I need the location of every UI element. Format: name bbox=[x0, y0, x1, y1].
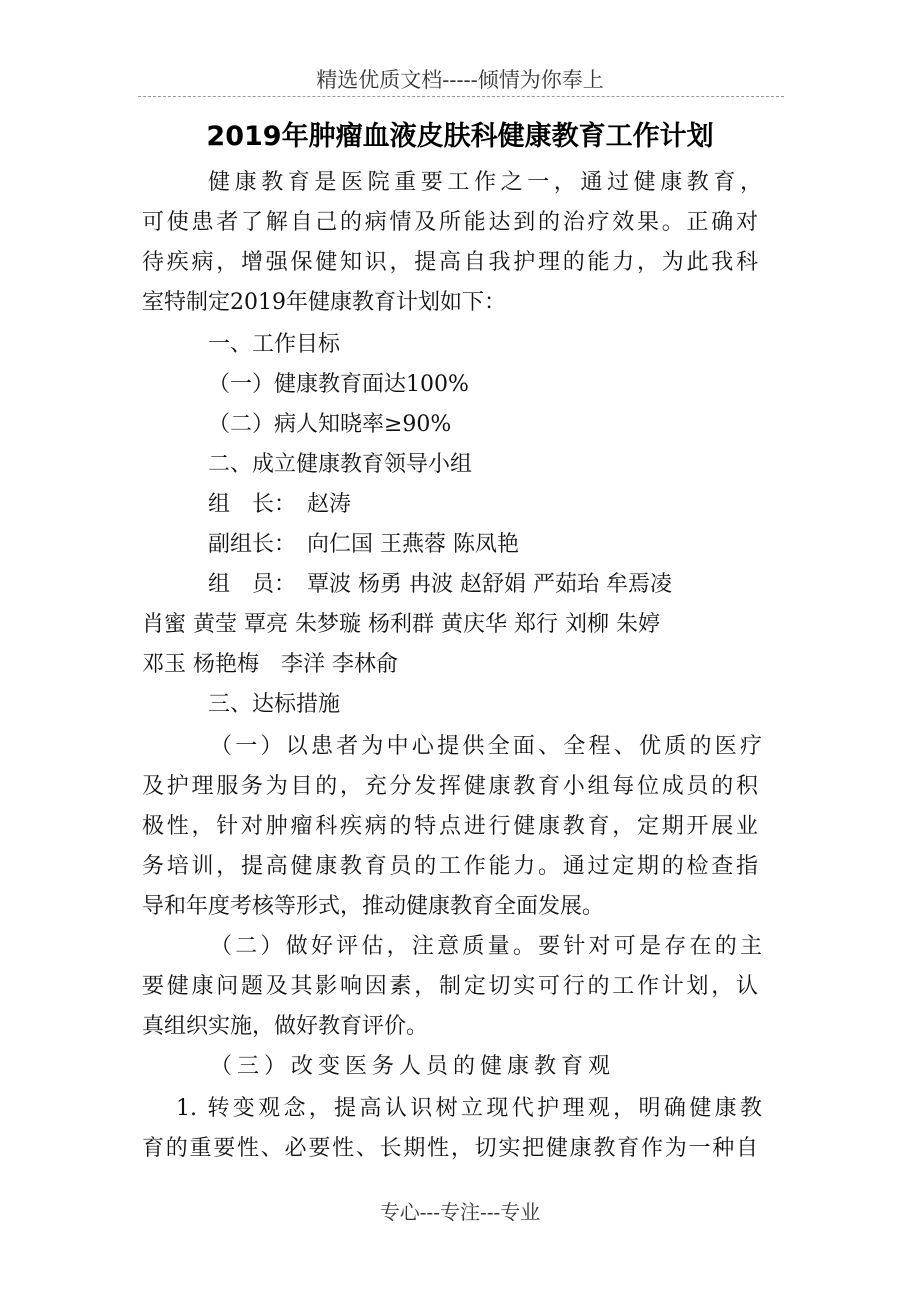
measure-paragraph: （二）做好评估，注意质量。要针对可是存在的主 bbox=[210, 934, 762, 959]
measure-paragraph: （一）以患者为中心提供全面、全程、优质的医疗 bbox=[210, 734, 762, 759]
measure-paragraph: 导和年度考核等形式，推动健康教育全面发展。 bbox=[142, 894, 605, 919]
group-leader: 组 长： 赵涛 bbox=[208, 492, 352, 517]
measure-paragraph: 真组织实施，做好教育评价。 bbox=[142, 1014, 429, 1039]
measure-paragraph: 要健康问题及其影响因素，制定切实可行的工作计划，认 bbox=[142, 974, 758, 999]
page-header: 精选优质文档-----倾情为你奉上 bbox=[316, 68, 604, 92]
goal-item: （一）健康教育面达100% bbox=[208, 372, 469, 397]
intro-line: 室特制定2019年健康教育计划如下： bbox=[142, 290, 506, 315]
group-deputy: 副组长： 向仁国 王燕蓉 陈凤艳 bbox=[208, 532, 519, 557]
group-members: 组 员： 覃波 杨勇 冉波 赵舒娟 严茹珆 牟焉凌 bbox=[208, 572, 672, 597]
page-footer: 专心---专注---专业 bbox=[379, 1200, 541, 1224]
measure-paragraph: 务培训，提高健康教育员的工作能力。通过定期的检查指 bbox=[142, 854, 758, 879]
section-heading: 一、工作目标 bbox=[208, 332, 341, 357]
intro-line: 可使患者了解自己的病情及所能达到的治疗效果。正确对 bbox=[142, 210, 758, 235]
measure-paragraph: 极性，针对肿瘤科疾病的特点进行健康教育，定期开展业 bbox=[142, 814, 758, 839]
intro-line: 待疾病，增强保健知识，提高自我护理的能力，为此我科 bbox=[142, 250, 758, 275]
group-members: 肖蜜 黄莹 覃亮 朱梦璇 杨利群 黄庆华 郑行 刘柳 朱婷 bbox=[142, 612, 660, 637]
measure-subheading: （三）改变医务人员的健康教育观 bbox=[210, 1054, 610, 1079]
goal-item: （二）病人知晓率≥90% bbox=[208, 412, 452, 437]
measure-paragraph: 育的重要性、必要性、长期性，切实把健康教育作为一种自 bbox=[142, 1136, 758, 1161]
section-heading: 三、达标措施 bbox=[208, 692, 341, 717]
measure-paragraph: 1. 转变观念，提高认识树立现代护理观，明确健康教 bbox=[176, 1096, 762, 1121]
document-title: 2019年肿瘤血液皮肤科健康教育工作计划 bbox=[206, 121, 714, 152]
section-heading: 二、成立健康教育领导小组 bbox=[208, 452, 473, 477]
group-members: 邓玉 杨艳梅 李洋 李林俞 bbox=[142, 652, 398, 677]
measure-paragraph: 及护理服务为目的，充分发挥健康教育小组每位成员的积 bbox=[142, 774, 758, 799]
header-divider bbox=[138, 96, 784, 97]
intro-line: 健康教育是医院重要工作之一，通过健康教育， bbox=[208, 170, 762, 195]
